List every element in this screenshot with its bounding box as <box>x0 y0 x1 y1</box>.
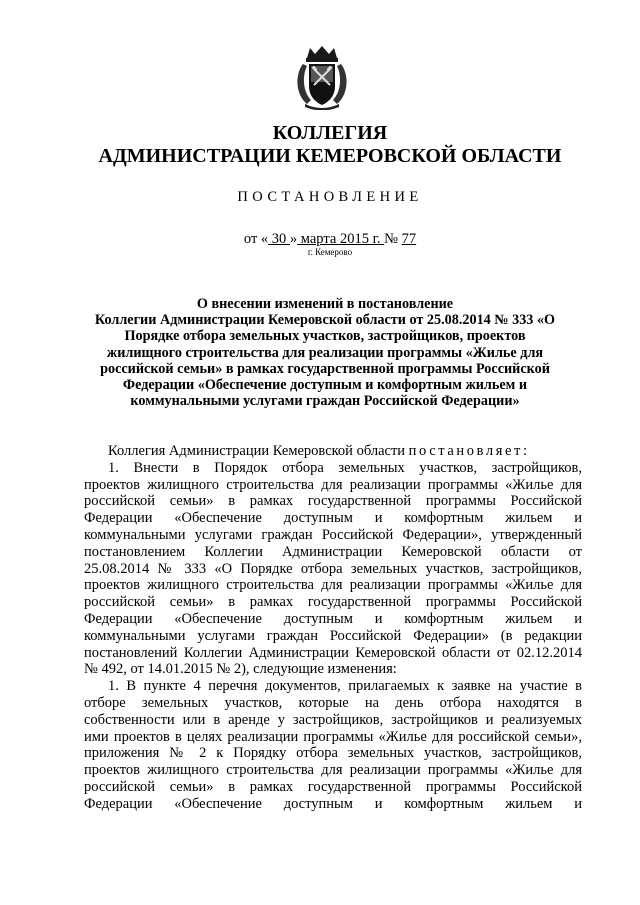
document-date-line <box>60 230 600 248</box>
body-line: постановлением Коллегии Администрации Кемеровской области от <box>84 543 582 560</box>
coat-of-arms-emblem <box>293 44 351 110</box>
body-line: Федерации «Обеспечение доступным и комфортным жильем и <box>84 510 582 527</box>
intro-line <box>84 443 582 460</box>
organization-name-line1: КОЛЛЕГИЯ <box>272 122 388 144</box>
body-line: 1. В пункте 4 перечня документов, прилагаемых к заявке на участие в <box>108 678 582 695</box>
body-line: коммунальными услугами граждан Российской Федерации», утвержденный <box>84 526 582 543</box>
body-line: приложения № 2 к Порядку отбора земельных участков, застройщиков, <box>84 745 582 762</box>
body-line: ими проектов в целях реализации программы «Жилье для российской семьи», <box>84 728 582 745</box>
number-label: № <box>384 231 402 247</box>
body-line: № 492, от 14.01.2015 № 2), следующие изменения: <box>84 661 397 678</box>
document-type: ПОСТАНОВЛЕНИЕ <box>237 189 423 205</box>
intro-lead: Коллегия Администрации Кемеровской области <box>108 443 409 459</box>
document-city: г. Кемерово <box>307 247 353 257</box>
title-line: коммунальными услугами граждан Российской Федерации» <box>130 393 520 410</box>
title-line: российской семьи» в рамках государственной программы Российской <box>100 360 550 377</box>
body-line: постановлений Коллегии Администрации Кемеровской области от 02.12.2014 <box>84 644 582 661</box>
document-number: 77 <box>401 231 417 247</box>
title-line: Порядке отбора земельных участков, застройщиков, проектов <box>124 328 526 345</box>
body-line: 1. Внести в Порядок отбора земельных участков, застройщиков, <box>108 459 582 476</box>
document-body <box>84 443 582 813</box>
body-line: Федерации «Обеспечение доступным и комфортным жильем и <box>84 795 582 812</box>
body-line: проектов жилищного строительства для реализации программы «Жилье для <box>84 577 582 594</box>
title-line: Федерации «Обеспечение доступным и комфортным жильем и <box>122 377 528 394</box>
intro-keyword: постановляет: <box>408 443 530 459</box>
date-separator: » <box>289 231 298 247</box>
body-line: собственности или в аренде у застройщиков, застройщиков и реализуемых <box>84 711 582 728</box>
body-line: Федерации «Обеспечение доступным и комфортным жильем и <box>84 610 582 627</box>
body-line: российской семьи» в рамках государственной программы Российской <box>84 493 582 510</box>
body-line: коммунальными услугами граждан Российской Федерации» (в редакции <box>84 627 582 644</box>
body-line: российской семьи» в рамках государственной программы Российской <box>84 778 582 795</box>
title-line: жилищного строительства для реализации программы «Жилье для <box>106 344 544 361</box>
organization-name-line2: АДМИНИСТРАЦИИ КЕМЕРОВСКОЙ ОБЛАСТИ <box>98 145 562 167</box>
date-month-year: марта 2015 г. <box>297 231 385 247</box>
title-line: Коллегии Администрации Кемеровской области от 25.08.2014 № 333 «О <box>94 312 556 329</box>
body-line: отборе земельных участков, которые на день отбора находятся в <box>84 694 582 711</box>
body-line: российской семьи» в рамках государственной программы Российской <box>84 594 582 611</box>
date-day: 30 <box>268 231 290 247</box>
date-prefix: от « <box>243 231 269 247</box>
title-line: О внесении изменений в постановление <box>196 296 454 312</box>
document-title <box>60 296 590 409</box>
body-line: 25.08.2014 № 333 «О Порядке отбора земельных участков, застройщиков, <box>84 560 582 577</box>
body-line: проектов жилищного строительства для реализации программы «Жилье для <box>84 476 582 493</box>
body-line: проектов жилищного строительства для реализации программы «Жилье для <box>84 762 582 779</box>
